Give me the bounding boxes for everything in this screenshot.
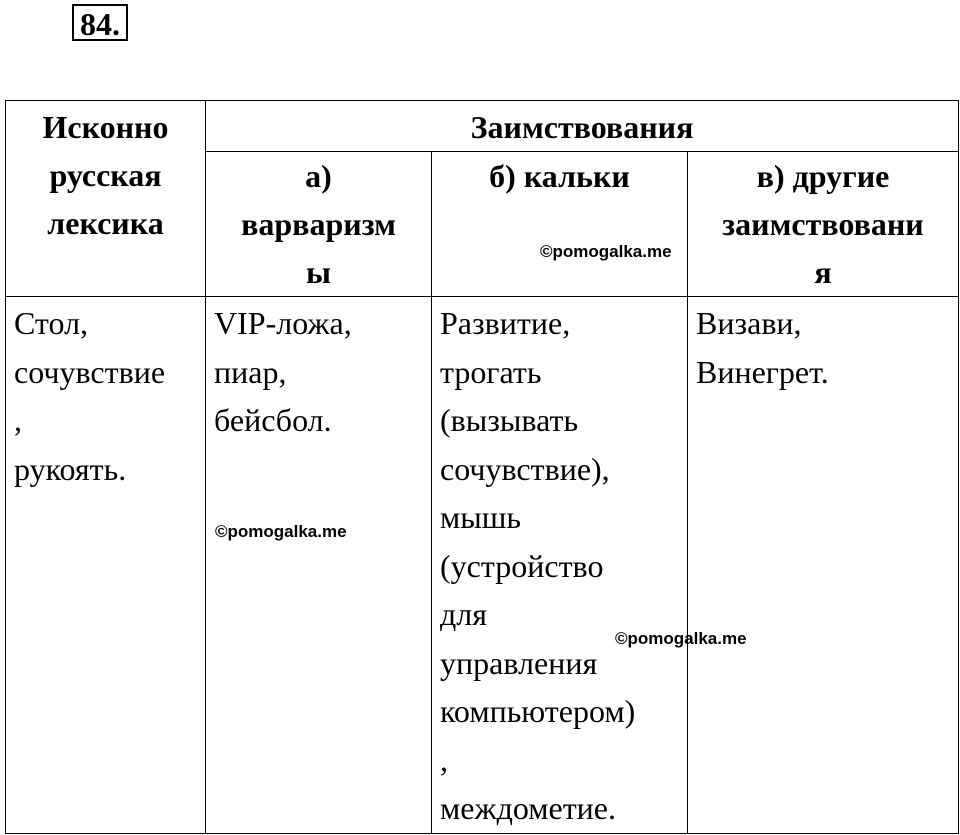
watermark: ©pomogalka.me (615, 629, 747, 648)
header-borrowings: Заимствования (206, 101, 959, 152)
lexicon-table (5, 100, 959, 834)
cell-calques: Развитие, трогать (вызывать сочувствие), мышь (устройство для управления компьютером) , междометие. (432, 297, 688, 834)
watermark: ©pomogalka.me (540, 242, 672, 261)
header-calques: б) кальки (432, 152, 688, 297)
cell-native-words: Стол, сочувствие , рукоять. (6, 297, 206, 834)
watermark: ©pomogalka.me (215, 522, 347, 541)
cell-other-borrowings: Визави, Винегрет. (688, 297, 959, 834)
header-other-borrowings: в) другие заимствовани я (688, 152, 959, 297)
header-barbarisms: а) варваризм ы (206, 152, 432, 297)
cell-barbarisms: VIP-ложа, пиар, бейсбол. (206, 297, 432, 834)
task-number: 84. (72, 4, 128, 41)
header-native-lexicon: Исконно русская лексика (6, 101, 206, 297)
